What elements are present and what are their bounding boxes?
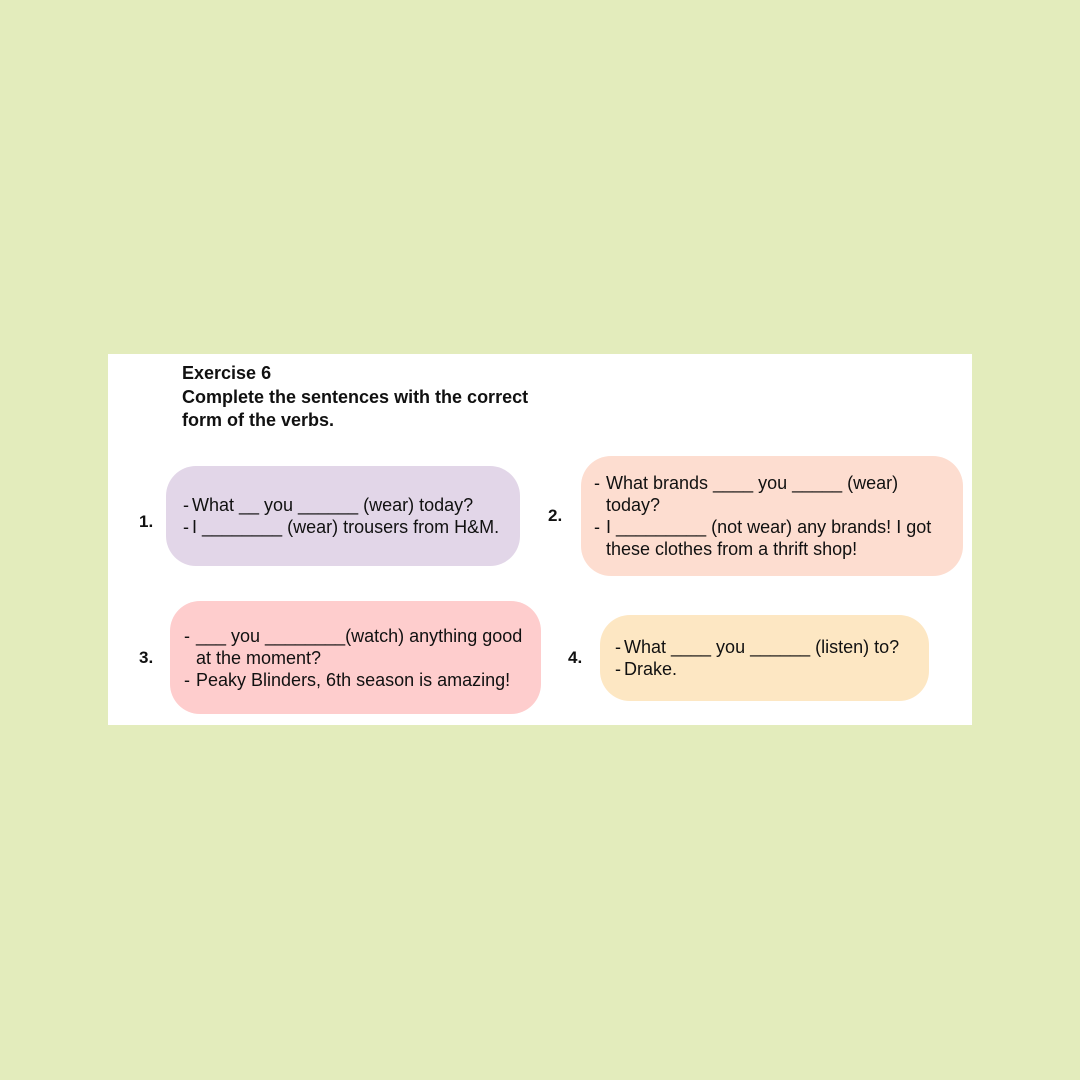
dialogue-line xyxy=(184,669,535,691)
item-number-2: 2. xyxy=(548,506,563,525)
dialogue-text: ___ you ________(watch) anything good at the moment? xyxy=(196,625,523,668)
dialogue-dash: - xyxy=(183,517,189,537)
dialogue-line xyxy=(594,516,953,560)
speech-bubble-2 xyxy=(581,456,963,576)
dialogue-dash: - xyxy=(183,495,189,515)
dialogue-text: Drake. xyxy=(624,659,678,679)
exercise-heading xyxy=(182,362,528,433)
dialogue-dash: - xyxy=(594,517,600,537)
dialogue-line xyxy=(615,658,929,680)
dialogue-dash: - xyxy=(594,473,600,493)
dialogue-text: What brands ____ you _____ (wear) today? xyxy=(606,473,899,515)
dialogue-line xyxy=(184,625,535,669)
speech-bubble-3 xyxy=(170,601,541,714)
speech-bubble-4 xyxy=(600,615,929,701)
dialogue-text: I ________ (wear) trousers from H&M. xyxy=(192,517,500,537)
dialogue-line xyxy=(615,636,929,658)
speech-bubble-1 xyxy=(166,466,520,566)
dialogue-text: Peaky Blinders, 6th season is amazing! xyxy=(196,669,511,690)
exercise-instruction-line-1: Complete the sentences with the correct xyxy=(182,386,529,407)
dialogue-dash: - xyxy=(184,625,190,646)
dialogue-line xyxy=(183,494,520,516)
dialogue-text: I _________ (not wear) any brands! I got these clothes from a thrift shop! xyxy=(606,517,932,559)
dialogue-text: What __ you ______ (wear) today? xyxy=(192,495,474,515)
dialogue-dash: - xyxy=(615,659,621,679)
dialogue-dash: - xyxy=(184,669,190,690)
dialogue-text: What ____ you ______ (listen) to? xyxy=(624,637,900,657)
item-number-1: 1. xyxy=(139,512,154,531)
dialogue-dash: - xyxy=(615,637,621,657)
exercise-title: Exercise 6 xyxy=(182,363,272,383)
dialogue-line xyxy=(594,472,953,516)
item-number-4: 4. xyxy=(568,648,583,667)
exercise-card xyxy=(108,354,972,725)
dialogue-line xyxy=(183,516,520,538)
exercise-instruction-line-2: form of the verbs. xyxy=(182,410,335,430)
item-number-3: 3. xyxy=(139,648,154,667)
